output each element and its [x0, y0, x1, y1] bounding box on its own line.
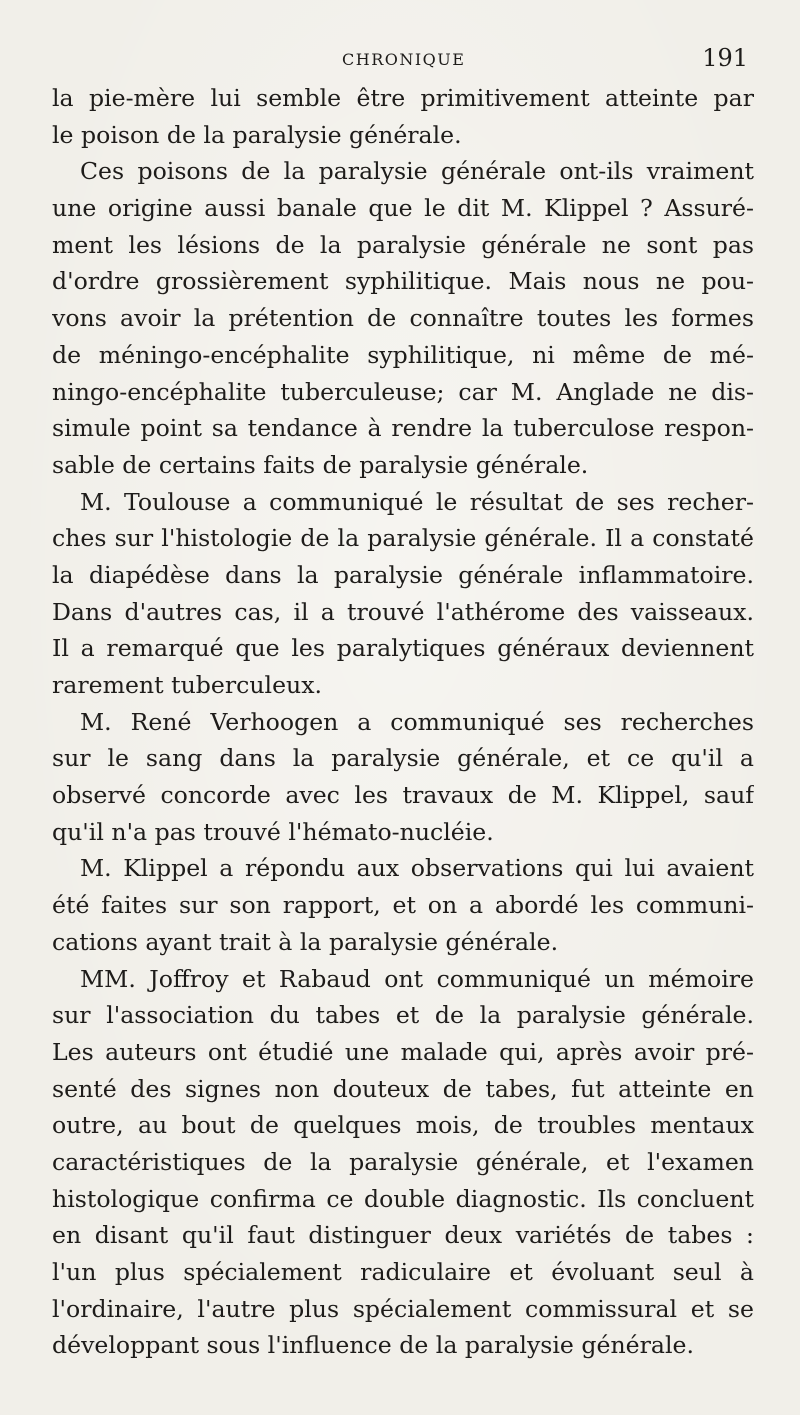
text-line: outre, au bout de quelques mois, de troubles mentaux — [52, 1111, 754, 1140]
text-line: vons avoir la prétention de connaître toutes les formes — [52, 304, 754, 333]
text-line: rarement tuberculeux. — [52, 671, 323, 699]
text-line: M. Toulouse a communiqué le résultat de ses recher- — [80, 487, 754, 516]
text-line: ningo-encéphalite tuberculeuse; car M. Anglade ne dis- — [52, 377, 754, 406]
text-line: MM. Joffroy et Rabaud ont communiqué un mémoire — [80, 964, 754, 993]
text-line: Les auteurs ont étudié une malade qui, après avoir pré- — [52, 1037, 754, 1066]
text-line: l'un plus spécialement radiculaire et évoluant seul à — [52, 1258, 754, 1286]
body-text — [52, 80, 754, 1364]
text-line: cations ayant trait à la paralysie générale. — [52, 927, 559, 956]
text-line: ches sur l'histologie de la paralysie générale. Il a constaté — [52, 524, 754, 553]
text-line: sur le sang dans la paralysie générale, et ce qu'il a — [52, 744, 754, 773]
text-line: une origine aussi banale que le dit M. Klippel ? Assuré- — [52, 194, 754, 223]
text-line: été faites sur son rapport, et on a abordé les communi- — [52, 891, 754, 920]
text-line: M. René Verhoogen a communiqué ses recherches — [80, 707, 754, 736]
text-line: M. Klippel a répondu aux observations qui lui avaient — [80, 854, 754, 883]
text-line: ment les lésions de la paralysie générale ne sont pas — [52, 230, 754, 259]
text-line: sable de certains faits de paralysie générale. — [52, 450, 589, 479]
text-line: qu'il n'a pas trouvé l'hémato-nucléie. — [52, 817, 494, 846]
text-line: en disant qu'il faut distinguer deux variétés de tabes : — [52, 1221, 754, 1250]
text-line: le poison de la paralysie générale. — [52, 120, 462, 149]
text-line: simule point sa tendance à rendre la tuberculose respon- — [52, 414, 754, 443]
text-line: la diapédèse dans la paralysie générale inflammatoire. — [52, 560, 754, 589]
running-title: CHRONIQUE — [342, 50, 466, 69]
text-line: de méningo-encéphalite syphilitique, ni même de mé- — [52, 340, 754, 369]
text-line: histologique confirma ce double diagnostic. Ils concluent — [52, 1184, 754, 1213]
page-number: 191 — [702, 44, 748, 72]
text-line: développant sous l'influence de la paralysie générale. — [52, 1331, 694, 1360]
text-line: Il a remarqué que les paralytiques généraux deviennent — [52, 634, 754, 663]
text-line: d'ordre grossièrement syphilitique. Mais nous ne pou- — [52, 267, 754, 296]
text-line: caractéristiques de la paralysie générale, et l'examen — [52, 1147, 754, 1176]
text-line: senté des signes non douteux de tabes, fut atteinte en — [52, 1074, 754, 1103]
text-line: la pie-mère lui semble être primitivement atteinte par — [52, 84, 754, 112]
text-line: sur l'association du tabes et de la paralysie générale. — [52, 1001, 754, 1030]
running-head — [52, 44, 754, 78]
text-line: Ces poisons de la paralysie générale ont-ils vraiment — [80, 157, 754, 186]
text-line: Dans d'autres cas, il a trouvé l'athérome des vaisseaux. — [52, 597, 754, 626]
text-line: l'ordinaire, l'autre plus spécialement commissural et se — [52, 1294, 754, 1323]
text-line: observé concorde avec les travaux de M. Klippel, sauf — [52, 781, 754, 810]
